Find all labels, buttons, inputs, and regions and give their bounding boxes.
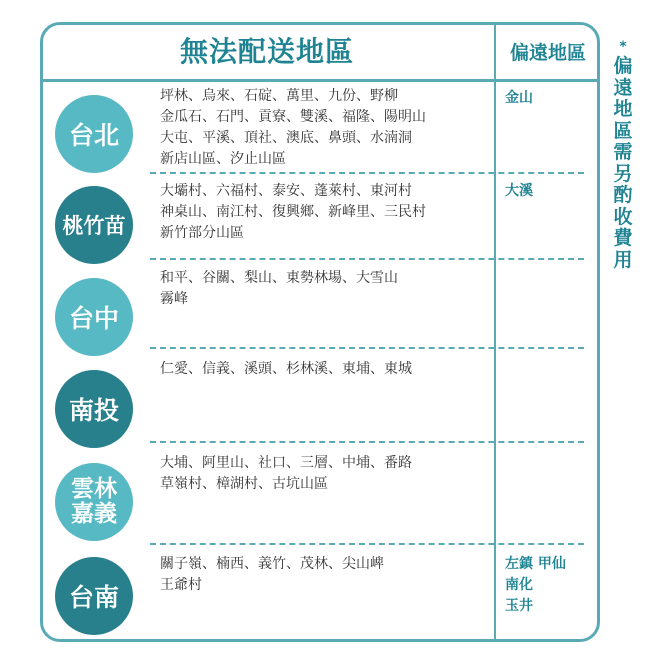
header-divider (40, 79, 600, 82)
region-badge-taichung (55, 278, 133, 356)
row-divider (150, 172, 584, 174)
region-areas-taichung: 和平、谷關、梨山、東勢林場、大雪山 霧峰 (160, 270, 398, 307)
region-badge-taipei (55, 95, 133, 173)
remote-areas-taipei: 金山 (505, 90, 533, 106)
row-divider (150, 441, 584, 443)
region-name-line2: 嘉義 (71, 501, 117, 527)
region-badge-nantou (55, 370, 133, 448)
region-name: 桃竹苗 (62, 214, 126, 238)
region-areas-taipei: 坪林、烏來、石碇、萬里、九份、野柳 金瓜石、石門、貢寮、雙溪、福隆、陽明山 大屯、平溪、頂社、澳底、鼻頭、水湳洞 新店山區、汐止山區 (160, 88, 426, 167)
row-divider (150, 347, 584, 349)
region-badge-tainan (55, 557, 133, 635)
side-note (612, 40, 634, 271)
region-areas-yunlin-chiayi: 大埔、阿里山、社口、三層、中埔、番路 草嶺村、樟湖村、古坑山區 (160, 455, 412, 492)
column-divider (494, 22, 496, 642)
region-name-line1: 雲林 (71, 476, 117, 502)
page-title: 無法配送地區 (179, 35, 354, 68)
row-divider (150, 543, 584, 545)
region-name: 台南 (68, 583, 119, 612)
row-divider (150, 258, 584, 260)
region-name: 台中 (68, 304, 119, 333)
side-note-text: 偏遠地區需另酌收費用 (613, 55, 633, 271)
region-areas-tainan: 關子嶺、楠西、義竹、茂林、尖山崥 王爺村 (160, 556, 384, 593)
region-badge-taozhumiao (55, 186, 133, 264)
region-areas-nantou: 仁愛、信義、溪頭、杉林溪、東埔、東城 (160, 361, 412, 377)
region-areas-taozhumiao: 大壩村、六福村、泰安、蓬萊村、東河村 神桌山、南江村、復興鄉、新峰里、三民村 新竹部分山區 (160, 183, 426, 241)
region-name: 台北 (68, 121, 119, 150)
region-badge-yunlin-chiayi (55, 463, 133, 541)
remote-areas-tainan: 左鎮 甲仙 南化 玉井 (505, 556, 566, 614)
asterisk: * (619, 39, 627, 55)
remote-areas-taozhumiao: 大溪 (505, 183, 533, 199)
region-name: 南投 (68, 396, 119, 425)
remote-column-header: 偏遠地區 (509, 42, 586, 64)
